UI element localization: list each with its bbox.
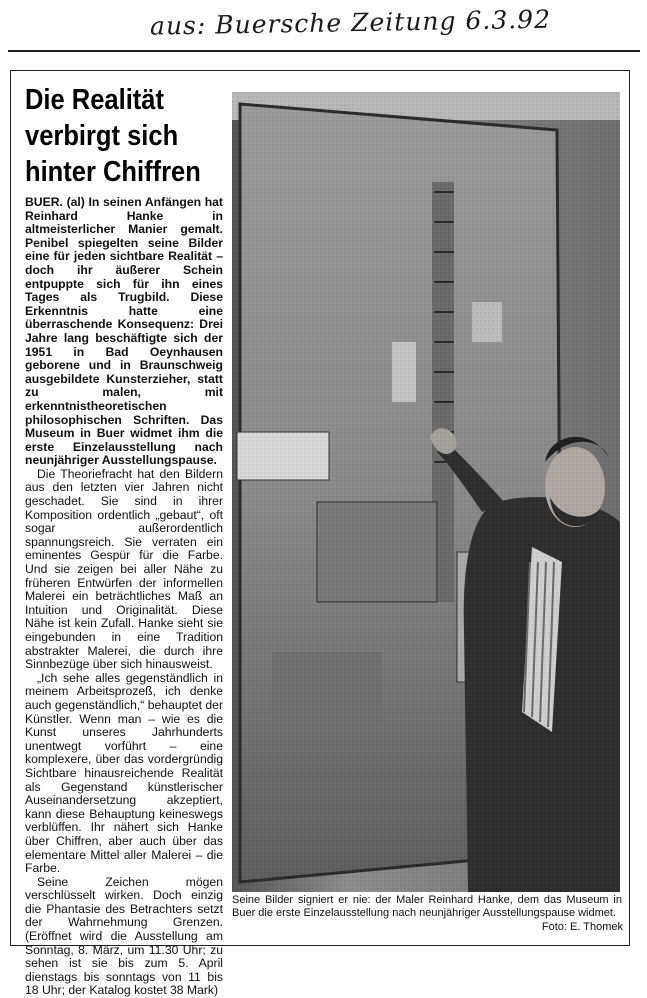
top-rule — [8, 50, 640, 52]
headline — [25, 82, 201, 190]
headline-line-1: Die Realität — [25, 84, 164, 116]
headline-line-3: hinter Chiffren — [25, 156, 201, 188]
article-paragraph: „Ich sehe alles gegenständlich in meinem Arbeitsprozeß, ich denke auch gegenständlich,“ behauptet der Künstler. Wenn man – wie es die Kunst unseres Jahrhunderts unentwegt vorführt – eine komplexere, über das vordergründig Sichtbare hinausreichende Realität als Gegenstand künstlerischer Auseinandersetzung akzeptiert, kann diese Behauptung keineswegs verblüffen. Ihr nähert sich Hanke über Chiffren, aber auch über das elementare Mittel aller Malerei – die Farbe. — [25, 670, 223, 876]
handwritten-source-note: aus: Buersche Zeitung 6.3.92 — [149, 4, 552, 41]
article-paragraph: Die Theoriefracht hat den Bildern aus den letzten vier Jahren nicht geschadet. Sie sind in ihrer Komposition ordentlich „gebaut“, oft sogar außerordentlich spannungsreich. Sie verraten ein eminentes Gespür für die Farbe. Und sie zeigen bei aller Nähe zu früheren Entwürfen der informellen Malerei ein beträchtliches Maß an Intuition und Originalität. Diese Nähe ist kein Zufall. Hanke sieht sie eingebunden in eine Tradition abstrakter Malerei, die durch ihre Sinnbezüge über sich hinausweist. — [25, 466, 223, 672]
photo-illustration — [232, 92, 620, 892]
photo-caption: Seine Bilder signiert er nie: der Maler Reinhard Hanke, dem das Museum in Buer die erste Einzelausstellung nach neunjähriger Ausstellungspause widmet. — [232, 894, 622, 919]
article-column — [25, 196, 223, 998]
photo-credit: Foto: E. Thomek — [541, 921, 623, 933]
photo-artist-with-painting — [232, 92, 620, 892]
headline-line-2: verbirgt sich — [25, 120, 179, 152]
article-lead: BUER. (al) In seinen Anfängen hat Reinhard Hanke in altmeisterlicher Manier gemalt. Penibel spiegelten seine Bilder eine für jeden sichtbare Realität – doch ihr äußerer Schein entpuppte sich für ihn eines Tages als Trugbild. Diese Erkenntnis hatte eine überraschende Konsequenz: Drei Jahre lang beschäftigte sich der 1951 in Bad Oeynhausen geborene und in Braunschweig ausgebildete Kunsterzieher, statt zu malen, mit erkenntnistheoretischen philosophischen Schriften. Das Museum in Buer widmet ihm die erste Einzelausstellung nach neunjähriger Ausstellungspause. — [25, 195, 223, 468]
article-paragraph: Seine Zeichen mögen verschlüsselt wirken. Doch einzig die Phantasie des Betrachters setzt der Wahrnehmung Grenzen. (Eröffnet wird die Ausstellung am Sonntag, 8. März, um 11.30 Uhr; zu sehen ist sie bis zum 5. April dienstags bis sonntags von 11 bis 18 Uhr; der Katalog kostet 38 Mark) — [25, 874, 223, 998]
